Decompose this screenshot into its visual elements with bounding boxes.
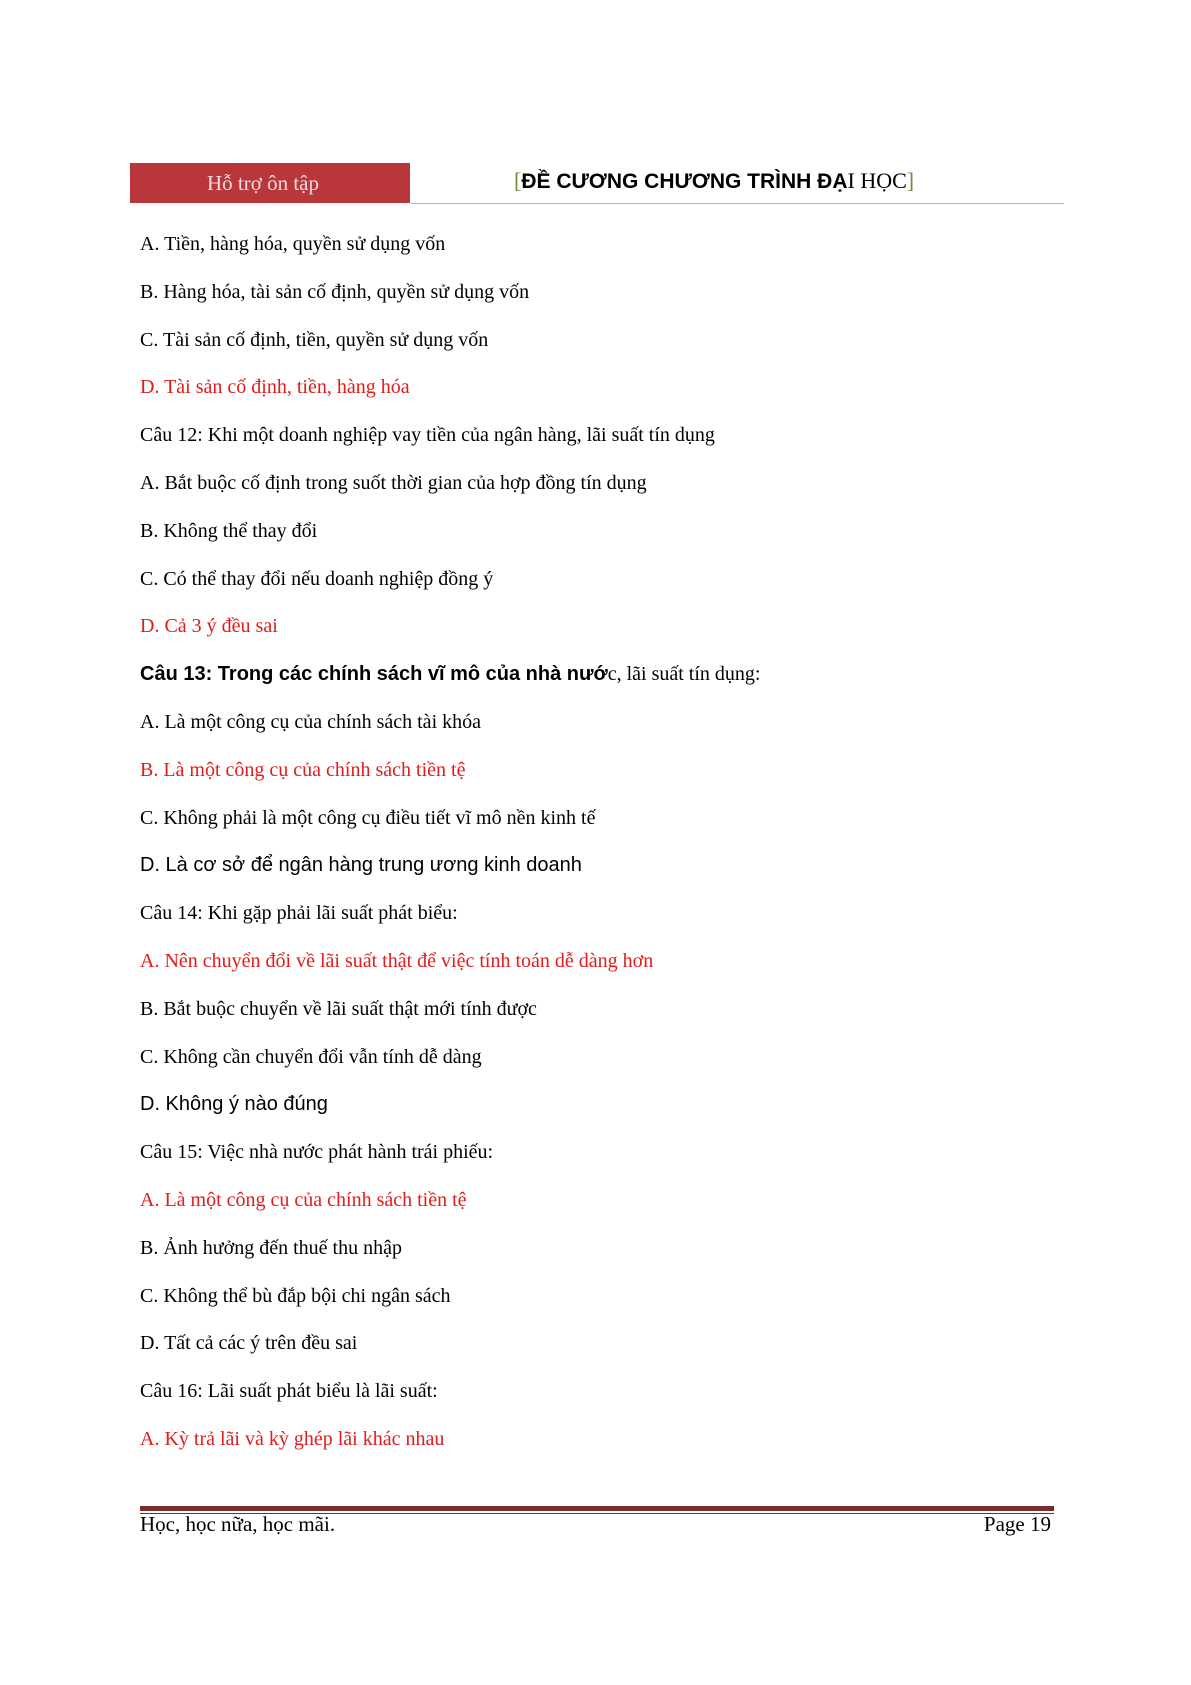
q13-option-b-answer: B. Là một công cụ của chính sách tiền tệ [140,758,466,781]
q11-option-c: C. Tài sản cố định, tiền, quyền sử dụng vốn [140,328,489,351]
q12-option-b: B. Không thể thay đổi [140,519,318,542]
title-bracket-open: [ [514,168,522,193]
title-rest: I HỌC [847,168,907,193]
q15-option-a-answer: A. Là một công cụ của chính sách tiền tệ [140,1188,467,1211]
q16-option-a-answer: A. Kỳ trả lãi và kỳ ghép lãi khác nhau [140,1427,445,1450]
question-15: Câu 15: Việc nhà nước phát hành trái phiếu: [140,1141,494,1164]
question-14: Câu 14: Khi gặp phải lãi suất phát biểu: [140,902,458,925]
q13-option-d: D. Là cơ sở để ngân hàng trung ương kinh doanh [140,854,582,877]
title-bracket-close: ] [906,168,915,193]
question-16: Câu 16: Lãi suất phát biểu là lãi suất: [140,1380,438,1403]
question-13 [140,658,1040,706]
q15-option-d: D. Tất cả các ý trên đều sai [140,1332,358,1355]
q14-option-d: D. Không ý nào đúng [140,1093,328,1116]
q13-option-c: C. Không phải là một công cụ điều tiết vĩ mô nền kinh tế [140,806,596,829]
q11-option-b: B. Hàng hóa, tài sản cố định, quyền sử dụng vốn [140,280,530,303]
q12-option-d-answer: D. Cả 3 ý đều sai [140,615,278,638]
q12-option-c: C. Có thể thay đổi nếu doanh nghiệp đồng ý [140,567,494,590]
question-13-bold: Câu 13: Trong các chính sách vĩ mô của nhà nướ [140,663,608,686]
page-number: Page 19 [983,1512,1051,1536]
question-12: Câu 12: Khi một doanh nghiệp vay tiền của ngân hàng, lãi suất tín dụng [140,424,715,447]
question-13-tail: c, lãi suất tín dụng: [607,663,761,686]
q15-option-c: C. Không thể bù đắp bội chi ngân sách [140,1284,451,1307]
page-body [140,228,1040,1471]
q15-option-b: B. Ảnh hưởng đến thuế thu nhập [140,1236,402,1259]
header-label: Hỗ trợ ôn tập [130,163,410,203]
footer-motto: Học, học nữa, học mãi. [140,1512,336,1536]
header-divider [410,203,1064,204]
q14-option-b: B. Bắt buộc chuyển về lãi suất thật mới tính được [140,997,537,1020]
q12-option-a: A. Bắt buộc cố định trong suốt thời gian của hợp đồng tín dụng [140,471,647,494]
document-title [514,166,914,197]
q13-option-a: A. Là một công cụ của chính sách tài khóa [140,710,481,733]
title-strong: ĐỀ CƯƠNG CHƯƠNG TRÌNH ĐẠ [521,170,848,193]
q14-option-a-answer: A. Nên chuyển đổi về lãi suất thật để việc tính toán dễ dàng hơn [140,949,654,972]
q11-option-a: A. Tiền, hàng hóa, quyền sử dụng vốn [140,233,446,255]
q14-option-c: C. Không cần chuyển đổi vẫn tính dễ dàng [140,1045,482,1068]
q11-option-d-answer: D. Tài sản cố định, tiền, hàng hóa [140,376,410,399]
